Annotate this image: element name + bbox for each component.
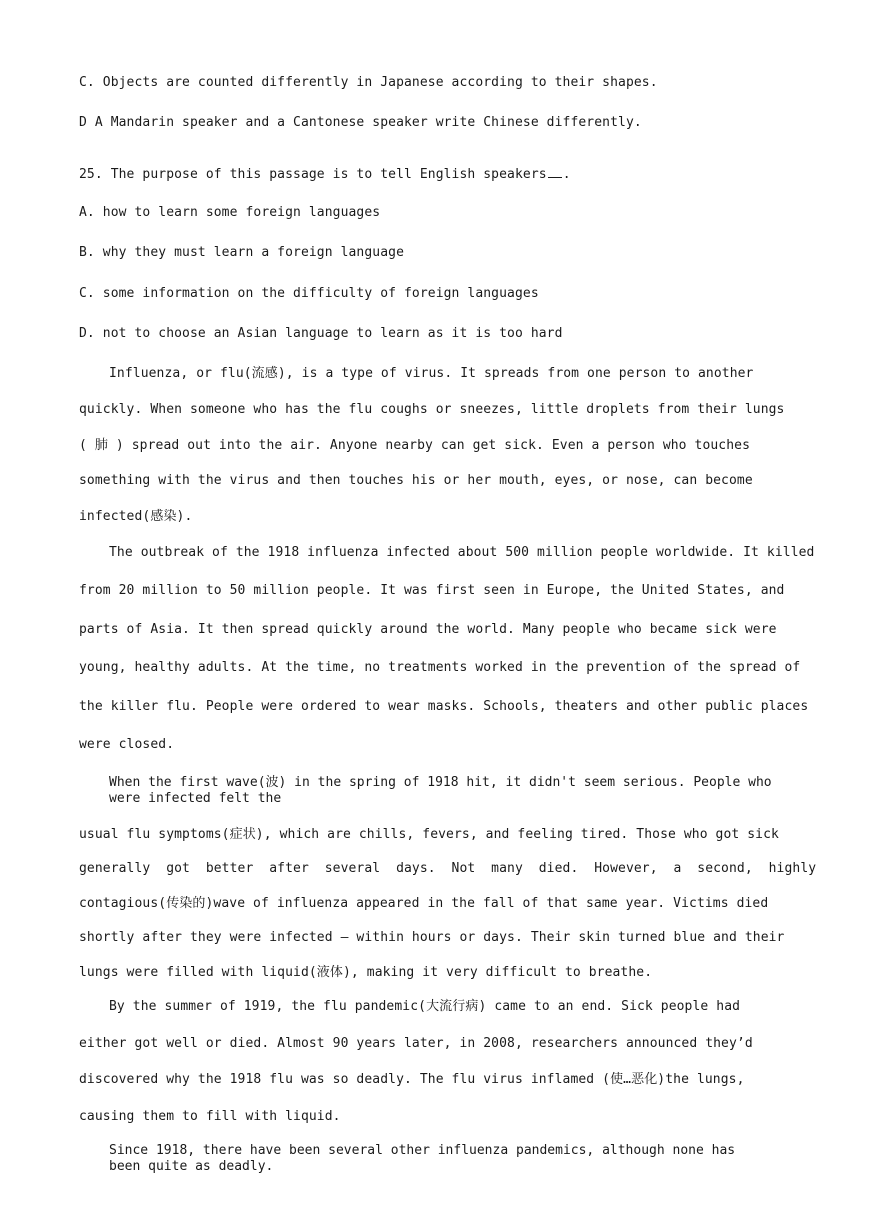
passage-p1-line: something with the virus and then touches his or her mouth, eyes, or nose, can become bbox=[79, 473, 753, 488]
passage-p3-line: generally got better after several days. Not many died. However, a second, highly bbox=[79, 861, 817, 876]
passage-p3-line: lungs were filled with liquid(液体), making it very difficult to breathe. bbox=[79, 965, 653, 980]
passage-p2-line: parts of Asia. It then spread quickly around the world. Many people who became sick were bbox=[79, 622, 777, 637]
answer-blank bbox=[548, 165, 562, 178]
q25-option-b: B. why they must learn a foreign language bbox=[79, 245, 404, 260]
passage-p3-line: contagious(传染的)wave of influenza appeared in the fall of that same year. Victims died bbox=[79, 896, 769, 911]
q24-option-d: D A Mandarin speaker and a Cantonese speaker write Chinese differently. bbox=[79, 115, 642, 130]
passage-p2-line: the killer flu. People were ordered to wear masks. Schools, theaters and other public places bbox=[79, 699, 809, 714]
passage-p4-line: discovered why the 1918 flu was so deadly. The flu virus inflamed (使…恶化)the lungs, bbox=[79, 1072, 745, 1087]
passage-p1-line: quickly. When someone who has the flu coughs or sneezes, little droplets from their lungs bbox=[79, 402, 785, 417]
passage-p2-line: The outbreak of the 1918 influenza infected about 500 million people worldwide. It killed bbox=[109, 545, 815, 560]
q25-option-a: A. how to learn some foreign languages bbox=[79, 205, 381, 220]
q25-option-c: C. some information on the difficulty of foreign languages bbox=[79, 286, 539, 301]
passage-p4-line: causing them to fill with liquid. bbox=[79, 1109, 341, 1124]
passage-p2-line: young, healthy adults. At the time, no treatments worked in the prevention of the spread of bbox=[79, 660, 801, 675]
passage-p2-line: from 20 million to 50 million people. It was first seen in Europe, the United States, and bbox=[79, 583, 785, 598]
q25-stem-text: 25. The purpose of this passage is to tell English speakers bbox=[79, 167, 547, 182]
passage-p3-line: shortly after they were infected — within hours or days. Their skin turned blue and their bbox=[79, 930, 785, 945]
passage-p1-line: Influenza, or flu(流感), is a type of virus. It spreads from one person to another bbox=[109, 366, 754, 381]
passage-p1-line: infected(感染). bbox=[79, 509, 193, 524]
passage-p4-line: either got well or died. Almost 90 years later, in 2008, researchers announced they’d bbox=[79, 1036, 753, 1051]
passage-p1-line: ( 肺 ) spread out into the air. Anyone nearby can get sick. Even a person who touches bbox=[79, 438, 751, 453]
passage-p3-first: When the first wave(波) in the spring of 1918 hit, it didn't seem serious. People who were infected felt the bbox=[109, 775, 772, 806]
q25-option-d: D. not to choose an Asian language to learn as it is too hard bbox=[79, 326, 563, 341]
passage-p2-line: were closed. bbox=[79, 737, 175, 752]
q24-option-c: C. Objects are counted differently in Japanese according to their shapes. bbox=[79, 75, 658, 90]
passage-p4-line: By the summer of 1919, the flu pandemic(大流行病) came to an end. Sick people had bbox=[109, 999, 741, 1014]
passage-p3-line: usual flu symptoms(症状), which are chills, fevers, and feeling tired. Those who got sick bbox=[79, 827, 779, 842]
q25-stem-end: . bbox=[562, 167, 571, 182]
passage-p5-first: Since 1918, there have been several other influenza pandemics, although none has been quite as deadly. bbox=[109, 1143, 736, 1174]
q25-stem bbox=[79, 165, 571, 183]
